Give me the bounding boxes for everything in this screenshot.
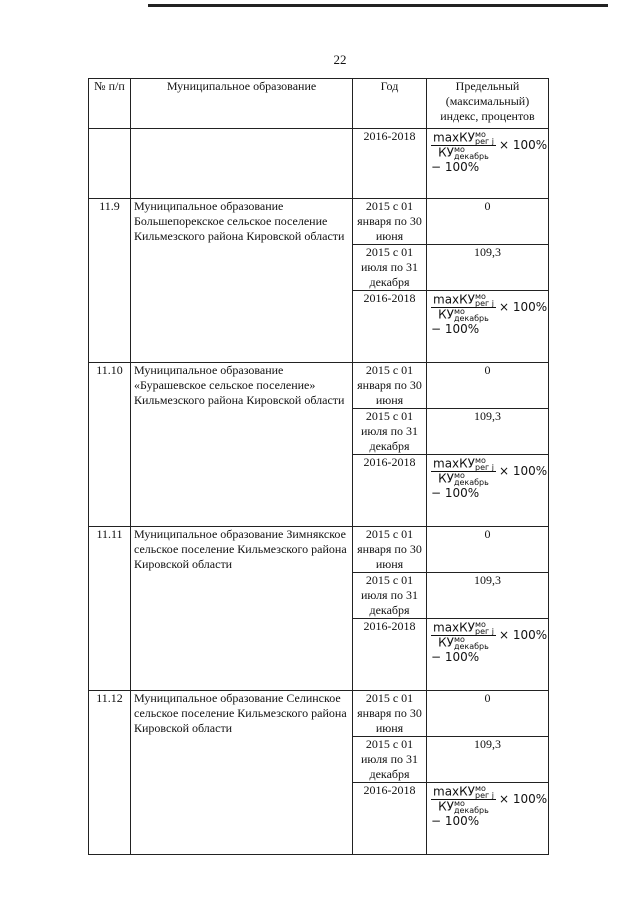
row-number: 11.9 <box>89 199 131 363</box>
index-formula: maxКУ мо рег j КУ мо декабрь × 100% <box>433 456 548 487</box>
period-year: 2015 с 01 января по 30 июня <box>353 363 427 409</box>
table-row <box>89 691 549 737</box>
index-value: 0 <box>427 527 549 573</box>
tariff-index-table <box>88 78 549 855</box>
index-value: 109,3 <box>427 409 549 455</box>
period-year: 2015 с 01 января по 30 июня <box>353 691 427 737</box>
municipality-name: Муниципальное образование Селинское сельское поселение Кильмезского района Кировской области <box>131 691 353 855</box>
period-year: 2015 с 01 июля по 31 декабря <box>353 245 427 291</box>
scan-top-line <box>148 4 608 7</box>
table-row <box>89 527 549 573</box>
page-number: 22 <box>333 52 347 67</box>
carry-name <box>131 129 353 199</box>
formula-cell: maxКУ мо рег j КУ мо декабрь × 100% − 100% <box>427 455 549 527</box>
carry-over-row <box>89 129 549 199</box>
table-row <box>89 199 549 245</box>
municipality-name: Муниципальное образование Большепорекское сельское поселение Кильмезского района Кировской области <box>131 199 353 363</box>
period-year: 2016-2018 <box>353 455 427 527</box>
index-formula: maxКУ мо рег j КУ мо декабрь × 100% <box>433 620 548 651</box>
index-value: 109,3 <box>427 573 549 619</box>
formula-cell: maxКУ мо рег j КУ мо декабрь × 100% − 100% <box>427 129 549 199</box>
period-year: 2016-2018 <box>353 291 427 363</box>
carry-year: 2016-2018 <box>353 129 427 199</box>
formula-cell: maxКУ мо рег j КУ мо декабрь × 100% − 100% <box>427 291 549 363</box>
header-index: Предельный (максимальный) индекс, процентов <box>427 79 549 129</box>
header-year: Год <box>353 79 427 129</box>
index-value: 109,3 <box>427 737 549 783</box>
index-value: 0 <box>427 363 549 409</box>
period-year: 2015 с 01 января по 30 июня <box>353 199 427 245</box>
row-number: 11.10 <box>89 363 131 527</box>
period-year: 2015 с 01 июля по 31 декабря <box>353 409 427 455</box>
index-formula: maxКУ мо рег j КУ мо декабрь × 100% <box>433 130 548 161</box>
carry-num <box>89 129 131 199</box>
index-formula: maxКУ мо рег j КУ мо декабрь × 100% <box>433 784 548 815</box>
header-municipality: Муниципальное образование <box>131 79 353 129</box>
municipality-name: Муниципальное образование Зимнякское сельское поселение Кильмезского района Кировской области <box>131 527 353 691</box>
period-year: 2015 с 01 июля по 31 декабря <box>353 573 427 619</box>
table-row <box>89 363 549 409</box>
index-formula: maxКУ мо рег j КУ мо декабрь × 100% <box>433 292 548 323</box>
formula-cell: maxКУ мо рег j КУ мо декабрь × 100% − 100% <box>427 783 549 855</box>
formula-cell: maxКУ мо рег j КУ мо декабрь × 100% − 100% <box>427 619 549 691</box>
row-number: 11.12 <box>89 691 131 855</box>
index-value: 0 <box>427 691 549 737</box>
index-value: 109,3 <box>427 245 549 291</box>
index-value: 0 <box>427 199 549 245</box>
row-number: 11.11 <box>89 527 131 691</box>
period-year: 2015 с 01 января по 30 июня <box>353 527 427 573</box>
period-year: 2016-2018 <box>353 619 427 691</box>
municipality-name: Муниципальное образование «Бурашевское сельское поселение» Кильмезского района Кировской области <box>131 363 353 527</box>
period-year: 2016-2018 <box>353 783 427 855</box>
period-year: 2015 с 01 июля по 31 декабря <box>353 737 427 783</box>
table-header-row <box>89 79 549 129</box>
header-num: № п/п <box>89 79 131 129</box>
table-body <box>89 129 549 855</box>
